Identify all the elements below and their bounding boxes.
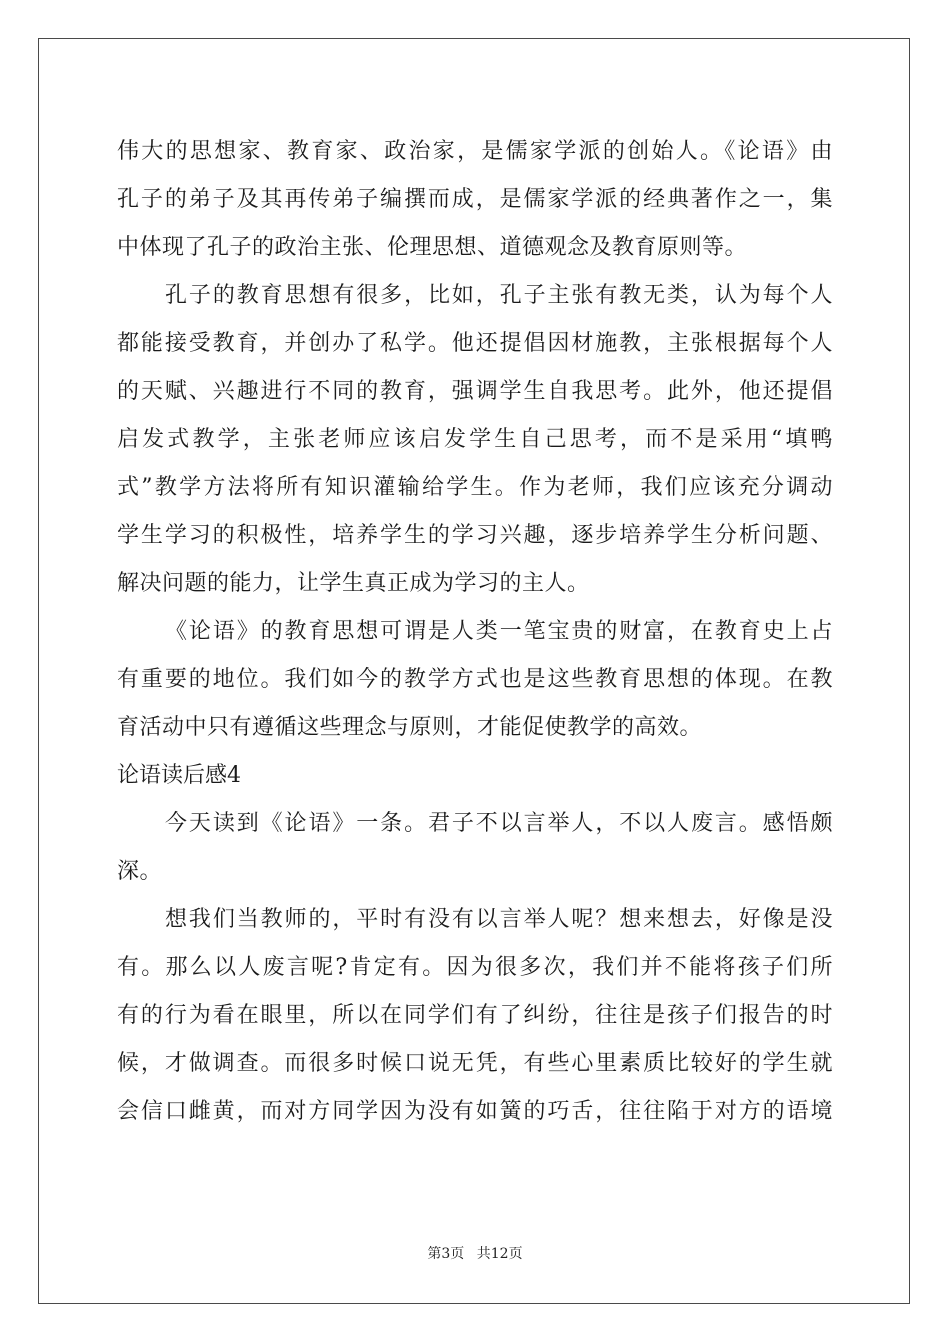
text-line: 都能接受教育，并创办了私学。他还提倡因材施教，主张根据每个人	[117, 331, 833, 356]
text-line: 《论语》的教育思想可谓是人类一笔宝贵的财富，在教育史上占	[165, 619, 833, 644]
text-line: 育活动中只有遵循这些理念与原则，才能促使教学的高效。	[117, 715, 703, 740]
text-line: 想我们当教师的，平时有没有以言举人呢？想来想去，好像是没	[165, 907, 833, 932]
text-line: 有的行为看在眼里，所以在同学们有了纠纷，往往是孩子们报告的时	[117, 1003, 833, 1028]
text-line: 有。那么以人废言呢?肯定有。因为很多次，我们并不能将孩子们所	[117, 955, 833, 980]
text-line: 有重要的地位。我们如今的教学方式也是这些教育思想的体现。在教	[117, 667, 833, 692]
page-total: 共12页	[476, 1246, 523, 1262]
text-line: 式”教学方法将所有知识灌输给学生。作为老师，我们应该充分调动	[117, 475, 833, 500]
text-line: 学生学习的积极性，培养学生的学习兴趣，逐步培养学生分析问题、	[117, 523, 833, 548]
text-line: 的天赋、兴趣进行不同的教育，强调学生自我思考。此外，他还提倡	[117, 379, 833, 404]
text-line: 伟大的思想家、教育家、政治家，是儒家学派的创始人。《论语》由	[117, 139, 833, 164]
text-line: 孔子的弟子及其再传弟子编撰而成，是儒家学派的经典著作之一，集	[117, 187, 833, 212]
text-line: 孔子的教育思想有很多，比如，孔子主张有教无类，认为每个人	[165, 283, 833, 308]
document-body	[117, 128, 833, 1136]
text-line: 会信口雌黄，而对方同学因为没有如簧的巧舌，往往陷于对方的语境	[117, 1099, 833, 1124]
text-line: 启发式教学，主张老师应该启发学生自己思考，而不是采用“填鸭	[117, 427, 833, 452]
page-number: 第3页	[427, 1246, 465, 1262]
text-line: 今天读到《论语》一条。君子不以言举人，不以人废言。感悟颇	[165, 811, 833, 836]
text-line: 解决问题的能力，让学生真正成为学习的主人。	[117, 571, 590, 596]
section-heading: 论语读后感4	[117, 763, 241, 788]
page-footer	[0, 1243, 950, 1263]
text-line: 深。	[117, 859, 163, 884]
text-line: 中体现了孔子的政治主张、伦理思想、道德观念及教育原则等。	[117, 235, 748, 260]
text-line: 候，才做调查。而很多时候口说无凭，有些心里素质比较好的学生就	[117, 1051, 833, 1076]
